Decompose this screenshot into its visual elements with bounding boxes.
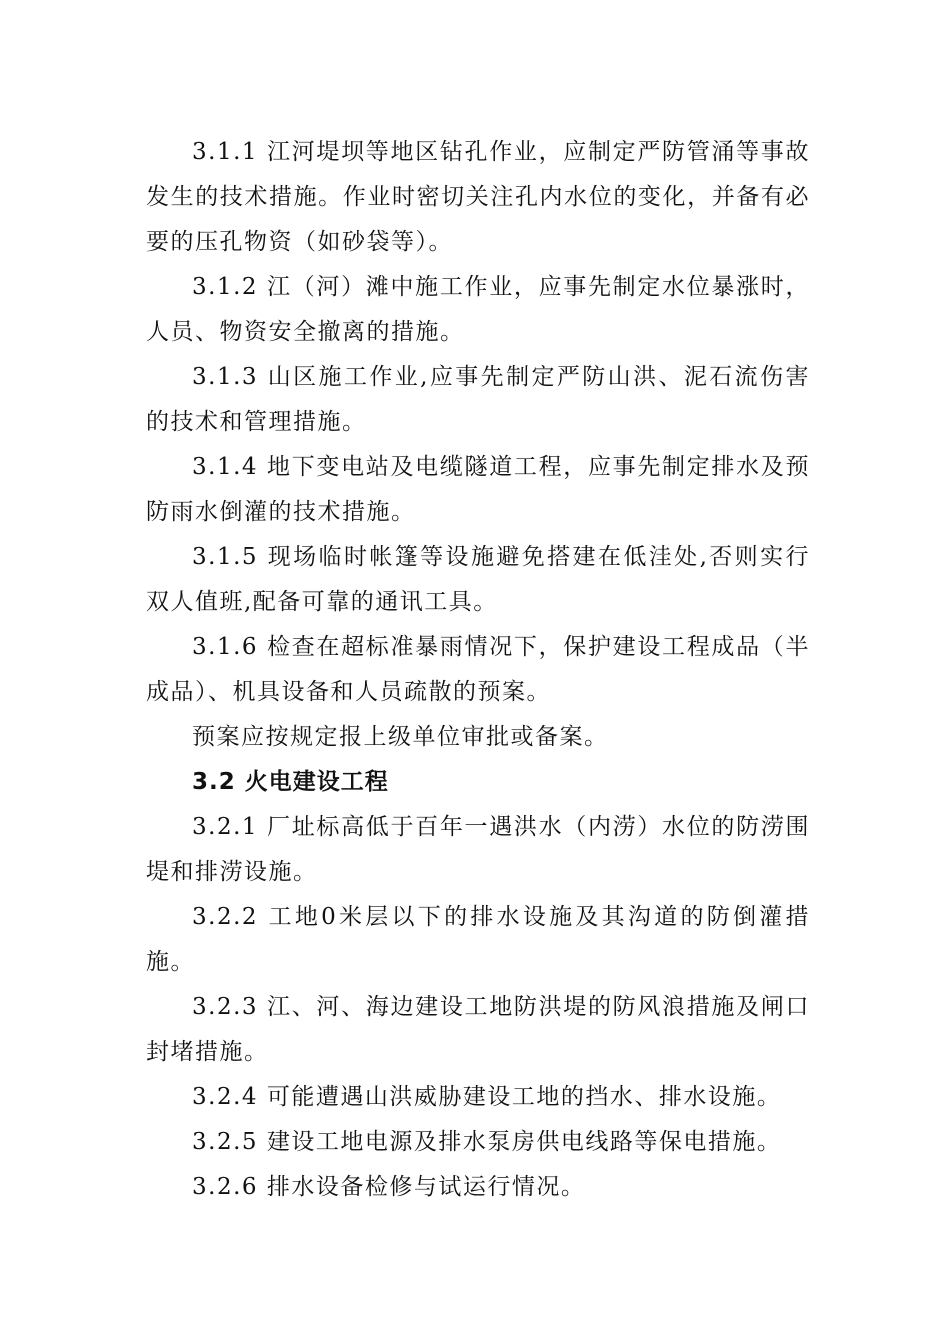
paragraph-3-1-2: 3.1.2 江（河）滩中施工作业，应事先制定水位暴涨时，人员、物资安全撤离的措施。 [146, 274, 810, 345]
paragraph-3-1-3: 3.1.3 山区施工作业,应事先制定严防山洪、泥石流伤害的技术和管理措施。 [146, 364, 810, 435]
paragraph-3-1-1: 3.1.1 江河堤坝等地区钻孔作业，应制定严防管涌等事故发生的技术措施。作业时密切关注孔内水位的变化，并备有必要的压孔物资（如砂袋等）。 [146, 139, 810, 255]
paragraph-3-1-5: 3.1.5 现场临时帐篷等设施避免搭建在低洼处,否则实行双人值班,配备可靠的通讯工具。 [146, 544, 810, 615]
paragraph-plan-filing: 预案应按规定报上级单位审批或备案。 [192, 724, 609, 750]
section-heading-3-2: 3.2 火电建设工程 [192, 769, 389, 795]
paragraph-3-2-3: 3.2.3 江、河、海边建设工地防洪堤的防风浪措施及闸口封堵措施。 [146, 994, 810, 1065]
paragraph-3-2-4: 3.2.4 可能遭遇山洪威胁建设工地的挡水、排水设施。 [192, 1084, 782, 1110]
paragraph-3-1-6: 3.1.6 检查在超标准暴雨情况下，保护建设工程成品（半成品）、机具设备和人员疏散的预案。 [146, 634, 810, 705]
paragraph-3-2-6: 3.2.6 排水设备检修与试运行情况。 [192, 1174, 586, 1200]
paragraph-3-2-5: 3.2.5 建设工地电源及排水泵房供电线路等保电措施。 [192, 1129, 782, 1155]
paragraph-3-1-4: 3.1.4 地下变电站及电缆隧道工程，应事先制定排水及预防雨水倒灌的技术措施。 [146, 454, 810, 525]
document-body [146, 130, 810, 1210]
paragraph-3-2-1: 3.2.1 厂址标高低于百年一遇洪水（内涝）水位的防涝围堤和排涝设施。 [146, 814, 810, 885]
paragraph-3-2-2: 3.2.2 工地0米层以下的排水设施及其沟道的防倒灌措施。 [146, 904, 810, 975]
